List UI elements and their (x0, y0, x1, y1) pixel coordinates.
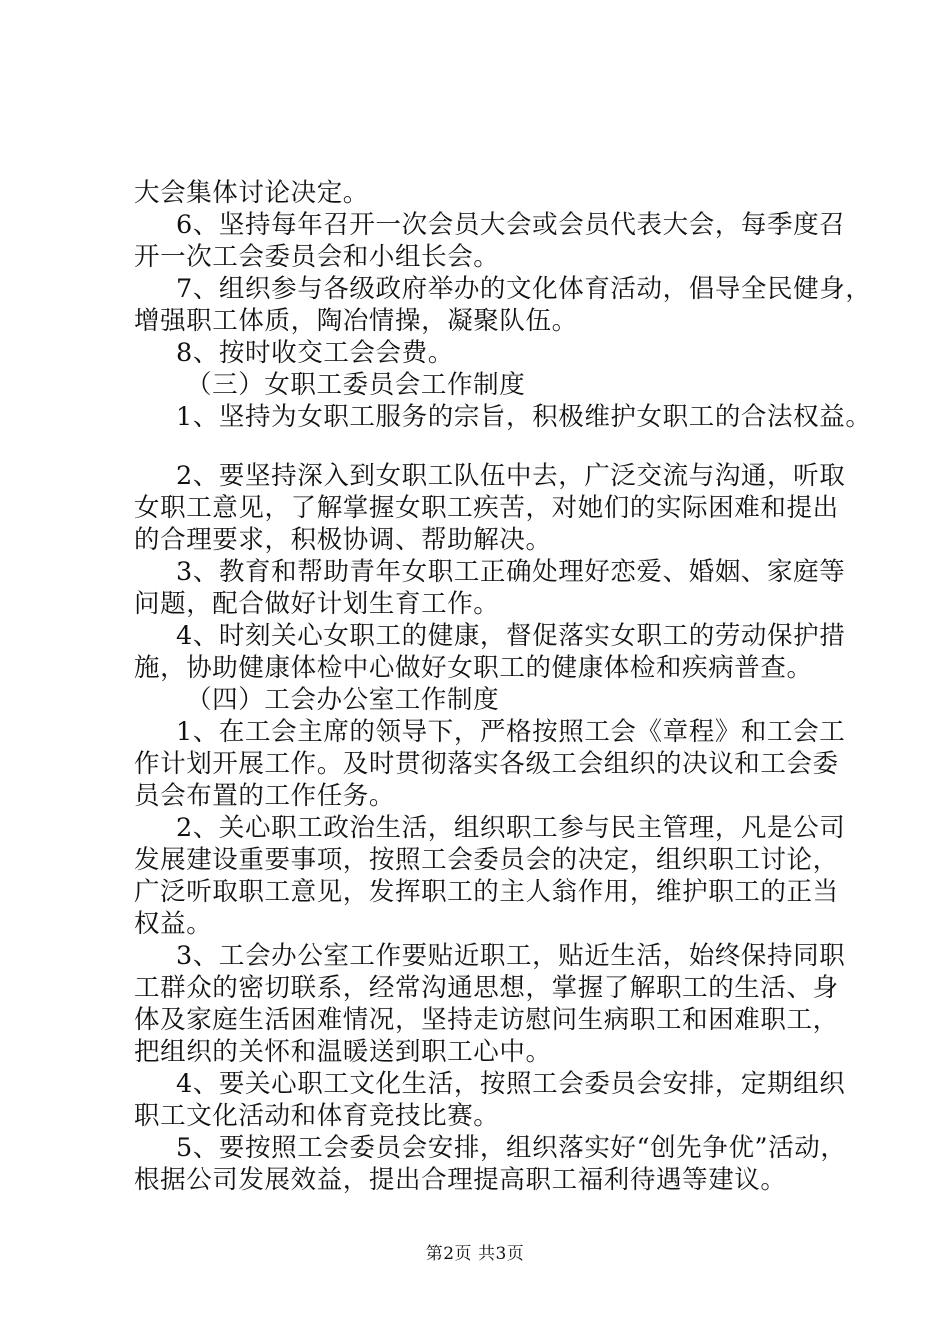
text-line: 开一次工会委员会和小组长会。 (134, 242, 500, 272)
text-line: 1、在工会主席的领导下，严格按照工会《章程》和工会工 (176, 717, 846, 747)
text-line: 职工文化活动和体育竞技比赛。 (134, 1101, 500, 1131)
text-line: 的合理要求，积极协调、帮助解决。 (134, 525, 552, 555)
text-line: 作计划开展工作。及时贯彻落实各级工会组织的决议和工会委 (134, 749, 839, 779)
section-heading: （三）女职工委员会工作制度 (186, 370, 526, 400)
text-line: 4、时刻关心女职工的健康，督促落实女职工的劳动保护措 (176, 621, 846, 651)
text-line: 6、坚持每年召开一次会员大会或会员代表大会，每季度召 (176, 210, 846, 240)
text-line: 4、要关心职工文化生活，按照工会委员会安排，定期组织 (176, 1069, 846, 1099)
section-heading: （四）工会办公室工作制度 (186, 685, 500, 715)
text-line: 1、坚持为女职工服务的宗旨，积极维护女职工的合法权益。 (176, 402, 872, 432)
text-line: 8、按时收交工会会费。 (176, 338, 454, 368)
text-line: 增强职工体质，陶冶情操，凝聚队伍。 (134, 306, 578, 336)
text-line: 3、工会办公室工作要贴近职工，贴近生活，始终保持同职 (176, 941, 846, 971)
text-line: 工群众的密切联系，经常沟通思想，掌握了解职工的生活、身 (134, 973, 839, 1003)
text-line: 2、要坚持深入到女职工队伍中去，广泛交流与沟通，听取 (176, 461, 846, 491)
text-line: 问题，配合做好计划生育工作。 (134, 589, 500, 619)
text-line: 5、要按照工会委员会安排，组织落实好“创先争优”活动， (176, 1133, 847, 1163)
page-number-footer: 第2页 共3页 (425, 1244, 525, 1264)
text-line: 7、组织参与各级政府举办的文化体育活动，倡导全民健身， (176, 274, 872, 304)
text-line: 根据公司发展效益，提出合理提高职工福利待遇等建议。 (134, 1165, 787, 1195)
text-line: 施，协助健康体检中心做好女职工的健康体检和疾病普查。 (134, 653, 813, 683)
text-line: 员会布置的工作任务。 (134, 781, 396, 811)
text-line: 把组织的关怀和温暖送到职工心中。 (134, 1037, 552, 1067)
text-line: 大会集体讨论决定。 (134, 178, 369, 208)
text-line: 3、教育和帮助青年女职工正确处理好恋爱、婚姻、家庭等 (176, 557, 846, 587)
text-line: 广泛听取职工意见，发挥职工的主人翁作用，维护职工的正当 (134, 877, 839, 907)
text-line: 2、关心职工政治生活，组织职工参与民主管理，凡是公司 (176, 813, 846, 843)
text-line: 发展建设重要事项，按照工会委员会的决定，组织职工讨论， (134, 845, 839, 875)
text-line: 权益。 (134, 909, 213, 939)
text-line: 女职工意见，了解掌握女职工疾苦，对她们的实际困难和提出 (134, 493, 839, 523)
text-line: 体及家庭生活困难情况，坚持走访慰问生病职工和困难职工， (134, 1005, 839, 1035)
